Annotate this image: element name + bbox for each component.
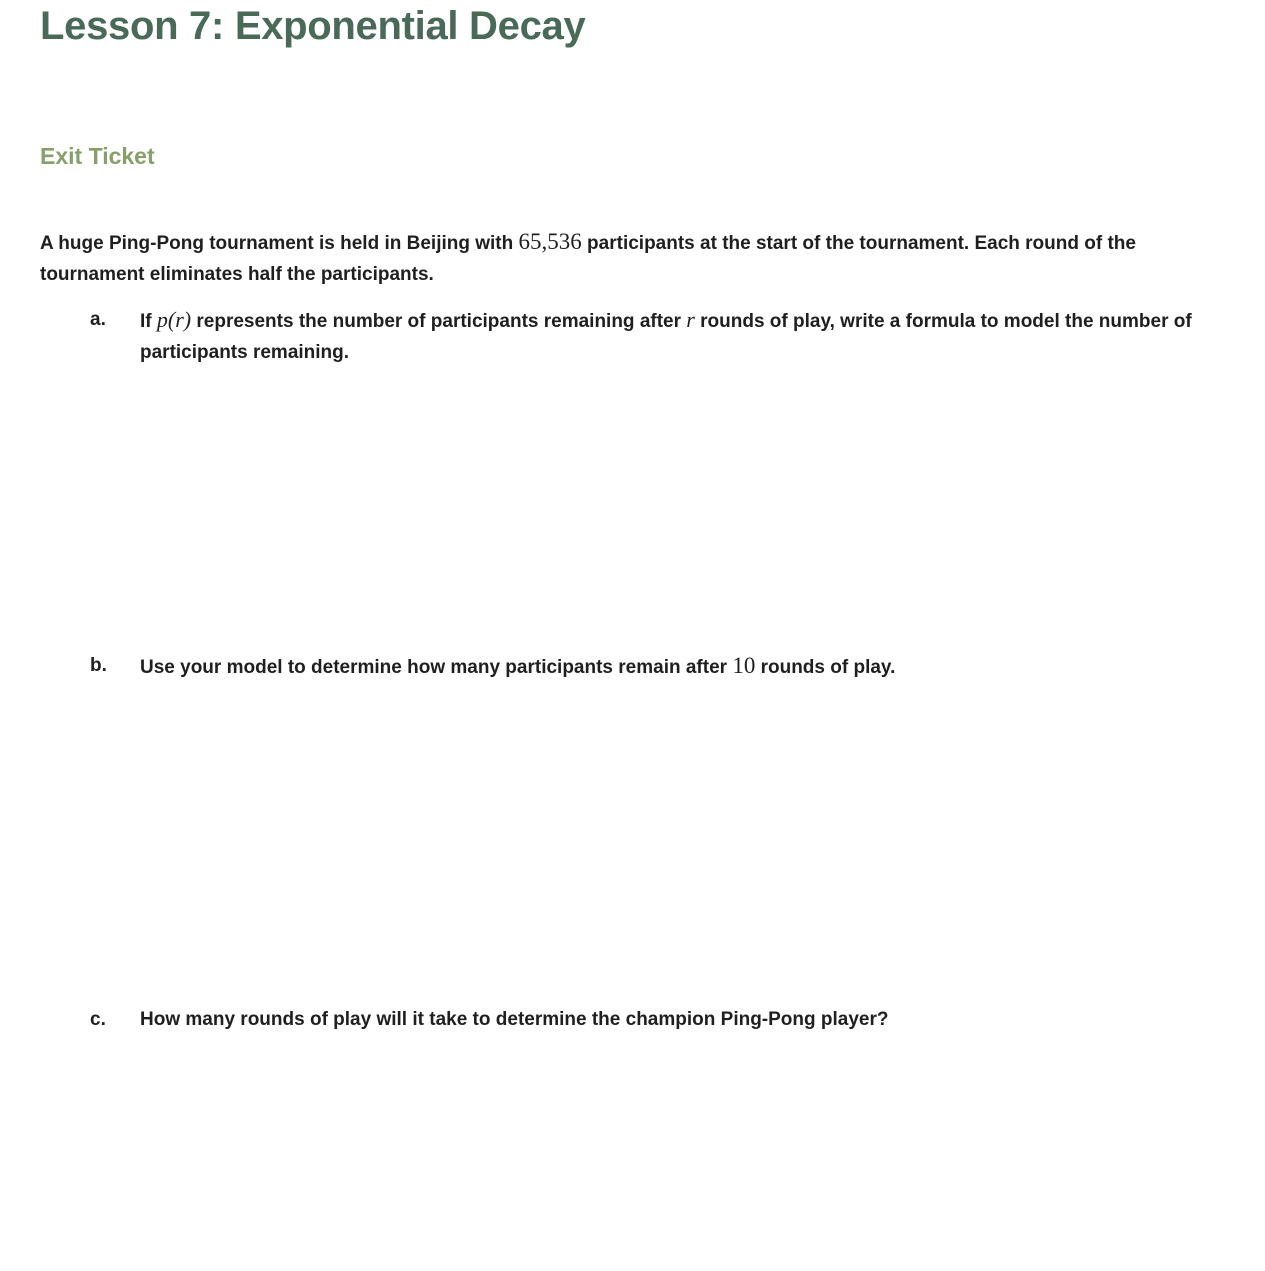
- question-c: [90, 1004, 1240, 1035]
- intro-text-part2: participants at the start of the tournament. Each round of the tournament eliminates half the participants.: [40, 233, 1136, 285]
- question-text: [140, 304, 1240, 368]
- question-b-text2: rounds of play.: [755, 657, 896, 678]
- intro-text-part1: A huge Ping-Pong tournament is held in Beijing with: [40, 233, 519, 254]
- question-a: [90, 304, 1240, 368]
- question-a-text1: If: [140, 311, 157, 332]
- question-a-text2: represents the number of participants remaining after: [191, 311, 687, 332]
- exit-ticket-heading: Exit Ticket: [40, 143, 155, 169]
- math-p-of-r: p(r): [156, 307, 192, 332]
- question-marker: b.: [90, 655, 107, 676]
- question-b-text1: Use your model to determine how many participants remain after: [140, 657, 733, 678]
- question-text: How many rounds of play will it take to determine the champion Ping-Pong player?: [140, 1009, 889, 1030]
- question-text: [140, 650, 1240, 683]
- question-a-text3: rounds of play, write a formula to model the number of participants remaining.: [140, 311, 1192, 363]
- question-marker: a.: [90, 309, 106, 330]
- participants-count: 65,536: [518, 229, 582, 254]
- problem-intro: [40, 226, 1245, 290]
- question-marker: c.: [90, 1009, 106, 1030]
- math-r: r: [686, 307, 695, 332]
- lesson-title: Lesson 7: Exponential Decay: [40, 4, 586, 48]
- question-b: [90, 650, 1240, 683]
- rounds-count: 10: [732, 653, 756, 678]
